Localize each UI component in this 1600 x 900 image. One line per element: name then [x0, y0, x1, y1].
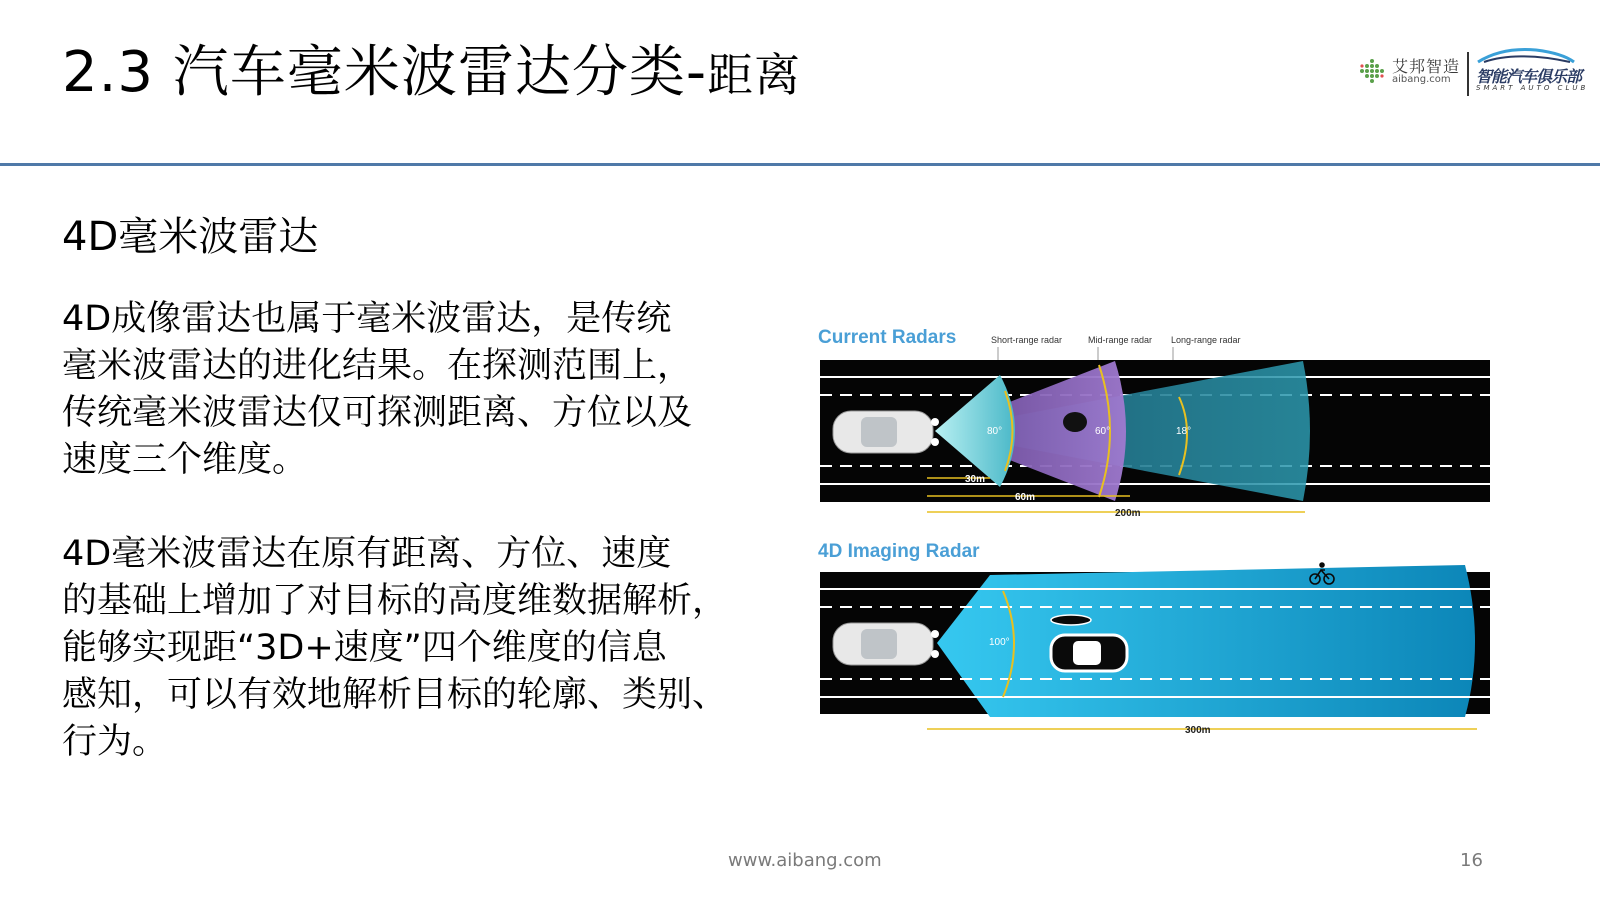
distance-60m: 60m: [1015, 492, 1036, 503]
obstacle-blob: [1063, 412, 1087, 432]
long-angle-label: 18°: [1176, 426, 1192, 437]
mid-angle-label: 60°: [1095, 426, 1111, 437]
smart-auto-club-logo: [1474, 46, 1589, 100]
section-subtitle: 4D毫米波雷达: [62, 214, 319, 260]
imaging-radar-heading: 4D Imaging Radar: [818, 541, 980, 562]
title-divider: [0, 163, 1600, 166]
title-suffix: 距离: [707, 48, 802, 102]
imaging-angle-label: 100°: [989, 637, 1010, 648]
club-logo-cn: 智能汽车俱乐部: [1476, 67, 1582, 86]
page-number: 16: [1460, 850, 1483, 871]
ego-car-imaging: [833, 623, 939, 665]
header-logos: [1330, 44, 1589, 100]
imaging-beam: [937, 565, 1475, 717]
short-angle-label: 80°: [987, 426, 1003, 437]
current-radars-heading: Current Radars: [818, 327, 957, 348]
aibang-logo-cn: 艾邦智造: [1392, 57, 1461, 76]
title-main: 2.3 汽车毫米波雷达分类-: [62, 40, 708, 105]
distance-200m: 200m: [1115, 508, 1141, 519]
mid-range-label: Mid-range radar: [1088, 335, 1153, 345]
aibang-dots-icon: [1358, 58, 1386, 86]
target-car: [1051, 635, 1127, 671]
paragraph-2: 4D毫米波雷达在原有距离、方位、速度 的基础上增加了对目标的高度维数据解析， 能够实现距“3D+速度”四个维度的信息 感知，可以有效地解析目标的轮廓、类别、 行为。: [62, 534, 728, 762]
club-logo-en: SMART AUTO CLUB: [1476, 84, 1589, 92]
motorcycle-icon: [1051, 615, 1091, 625]
short-range-label: Short-range radar: [991, 335, 1063, 345]
paragraph-1: 4D成像雷达也属于毫米波雷达，是传统 毫米波雷达的进化结果。在探测范围上， 传统毫米波雷达仅可探测距离、方位以及 速度三个维度。: [62, 299, 693, 480]
footer-url: www.aibang.com: [728, 850, 882, 871]
logo-separator: [1467, 52, 1469, 96]
ego-car-current: [833, 411, 939, 453]
long-range-label: Long-range radar: [1171, 335, 1241, 345]
car-silhouette-icon: [1474, 46, 1578, 66]
aibang-logo-en: aibang.com: [1392, 74, 1451, 85]
distance-300m: 300m: [1185, 725, 1211, 736]
radar-comparison-figure: [815, 325, 1525, 765]
slide-title: [62, 38, 801, 110]
distance-30m: 30m: [965, 474, 986, 485]
